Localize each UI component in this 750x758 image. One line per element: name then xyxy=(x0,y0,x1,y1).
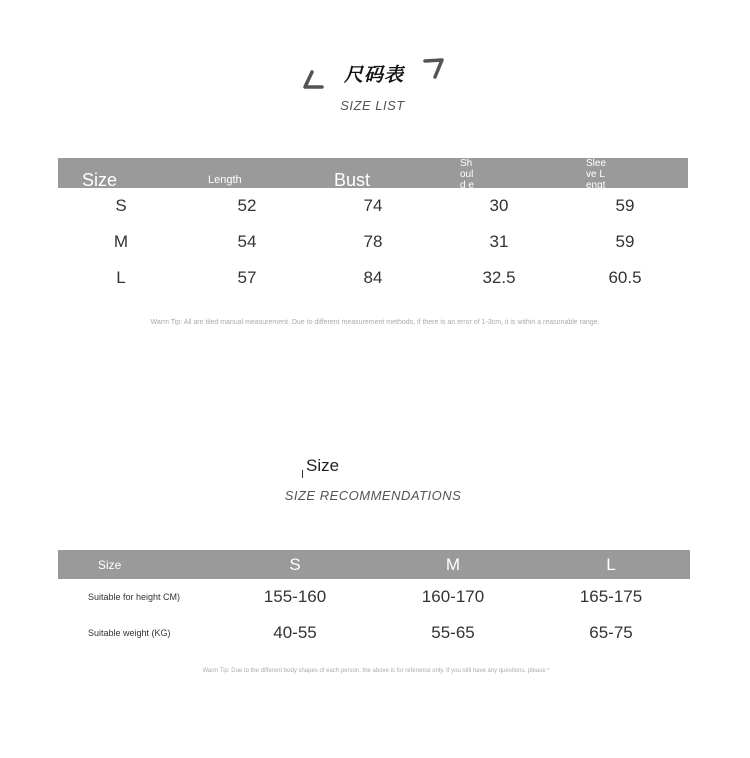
cell-shoulder: 30 xyxy=(489,196,509,215)
cell-bust: 78 xyxy=(363,232,383,251)
cell-shoulder: 31 xyxy=(489,232,509,251)
row-label-weight: Suitable weight (KG) xyxy=(88,628,171,638)
cell-s: 40-55 xyxy=(273,623,317,642)
size-recommend-subtitle: SIZE RECOMMENDATIONS xyxy=(284,488,462,503)
cell-bust: 84 xyxy=(363,268,383,287)
col-l: L xyxy=(606,554,616,574)
cell-bust: 74 xyxy=(363,196,383,215)
cell-m: 55-65 xyxy=(431,623,475,642)
size-list-subtitle: SIZE LIST xyxy=(340,98,405,113)
cell-m: 160-170 xyxy=(421,587,485,606)
cell-length: 54 xyxy=(237,232,257,251)
col-length: Length xyxy=(208,174,242,186)
right-bracket-icon xyxy=(423,57,445,81)
row-label-height: Suitable for height CM) xyxy=(88,592,181,602)
col-bust: Bust xyxy=(334,169,371,190)
col-size: Size xyxy=(82,169,118,190)
recommendation-table-header xyxy=(58,550,690,579)
cell-shoulder: 32.5 xyxy=(482,268,516,287)
cell-size: M xyxy=(113,232,129,251)
cell-l: 165-175 xyxy=(579,587,643,606)
table-row xyxy=(58,224,688,260)
col-shoulder: Should er xyxy=(460,158,474,202)
measurement-tip: Warm Tip: All are tiled manual measurement. Due to different measurement methods, if there is an error of 1-3cm, it is within a reasonable range. xyxy=(150,319,600,326)
col-m: M xyxy=(445,554,461,574)
cell-sleeve: 59 xyxy=(615,232,635,251)
col-s: S xyxy=(289,554,301,574)
recommendation-table xyxy=(58,550,690,651)
title-tick-mark xyxy=(302,470,303,478)
cell-length: 57 xyxy=(237,268,257,287)
left-bracket-icon xyxy=(302,70,324,90)
cell-size: S xyxy=(115,196,127,215)
cell-length: 52 xyxy=(237,196,257,215)
size-table-header xyxy=(58,158,688,202)
col-size: Size xyxy=(98,557,122,572)
size-chart-title: 尺码表 xyxy=(343,64,404,86)
cell-sleeve: 59 xyxy=(615,196,635,215)
table-row xyxy=(58,579,690,615)
table-row xyxy=(58,260,688,296)
reference-tip: Warm Tip: Due to the different body shapes of each person, the above is for reference only. If you still have any questions, please * xyxy=(202,668,550,674)
cell-l: 65-75 xyxy=(589,623,633,642)
size-recommend-title: Size xyxy=(306,456,340,475)
size-table xyxy=(58,158,688,296)
cell-size: L xyxy=(116,268,126,287)
cell-sleeve: 60.5 xyxy=(608,268,642,287)
cell-s: 155-160 xyxy=(263,587,327,606)
col-sleeve-length: Sleeve L ength xyxy=(586,158,607,202)
table-row xyxy=(58,615,690,651)
